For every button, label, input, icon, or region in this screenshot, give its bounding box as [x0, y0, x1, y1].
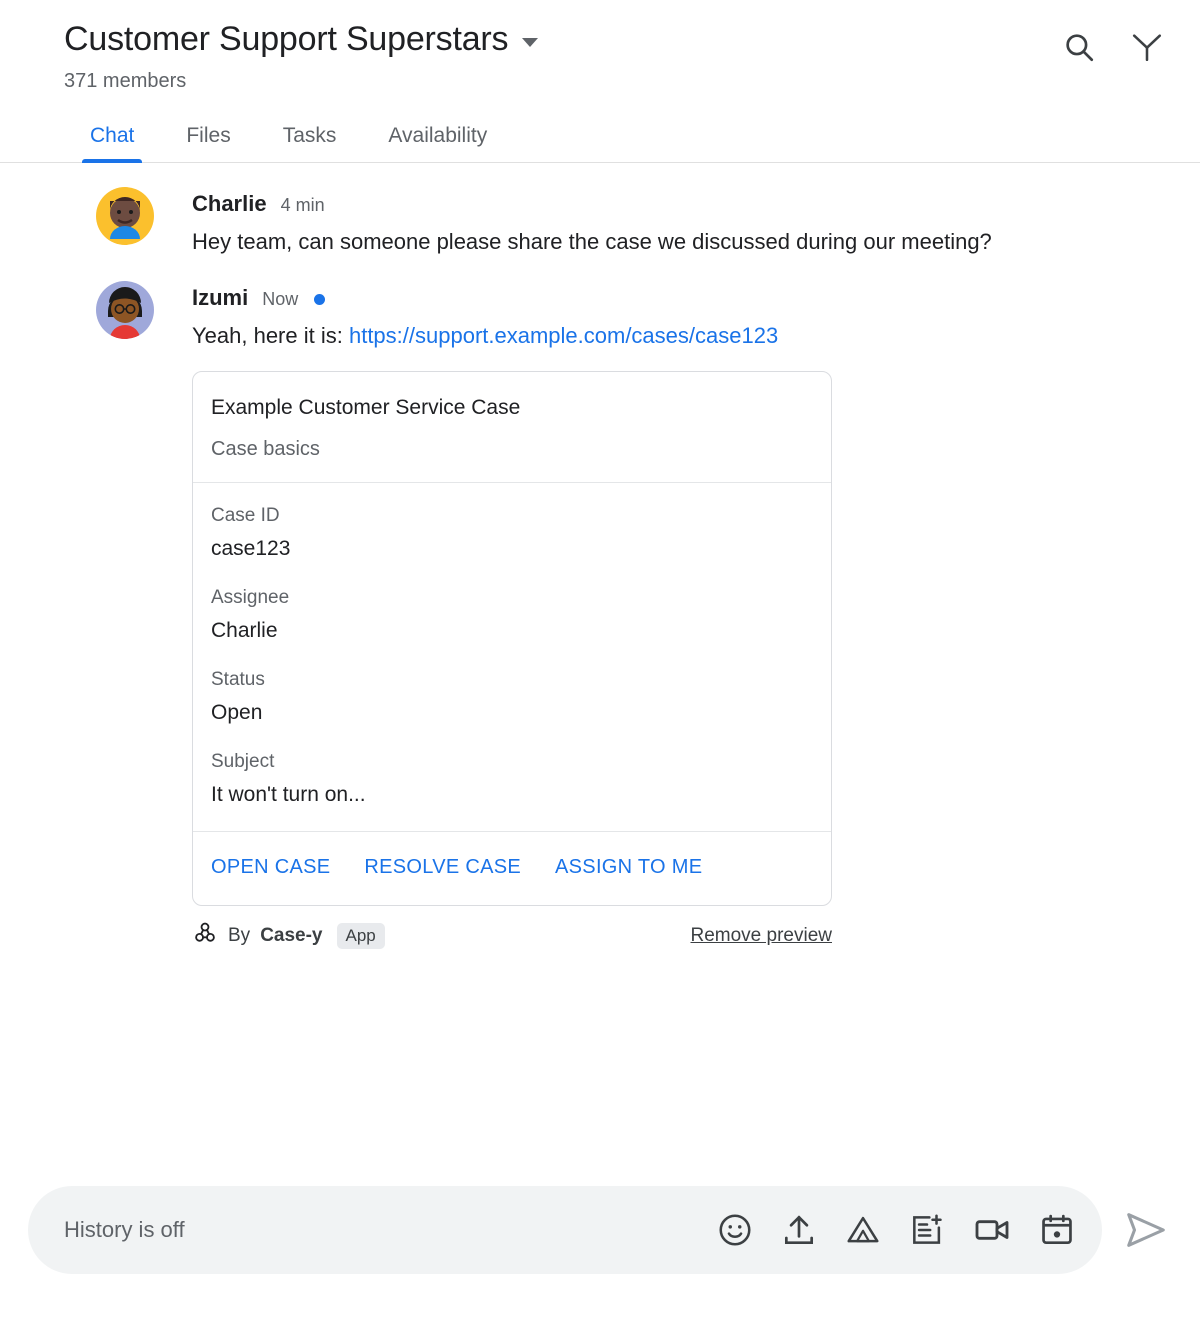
calendar-icon[interactable] [1038, 1211, 1076, 1249]
search-icon[interactable] [1062, 30, 1096, 64]
card-fields [193, 483, 831, 832]
message-text [192, 319, 832, 353]
message-item [0, 281, 1168, 952]
attribution-by-label: By [228, 925, 251, 946]
space-header [0, 0, 1200, 94]
message-timestamp: Now [262, 289, 299, 309]
avatar[interactable] [96, 281, 154, 339]
field-subject [211, 749, 813, 809]
tab-availability[interactable]: Availability [388, 124, 488, 147]
message-list [0, 163, 1200, 952]
page-title: Customer Support Superstars [64, 20, 509, 58]
member-count: 371 members [64, 70, 187, 92]
message-composer [0, 1186, 1200, 1274]
message-author: Izumi [192, 285, 249, 310]
card-actions [193, 832, 831, 905]
card-subtitle: Case basics [211, 438, 320, 460]
send-icon[interactable] [1120, 1204, 1172, 1256]
message-author: Charlie [192, 191, 267, 216]
field-assignee [211, 585, 813, 645]
avatar[interactable] [96, 187, 154, 245]
upload-icon[interactable] [780, 1211, 818, 1249]
message-meta [192, 191, 992, 217]
card-header [193, 372, 831, 483]
field-value: Charlie [211, 619, 278, 642]
tab-bar [0, 116, 1200, 163]
webhook-icon [192, 920, 218, 952]
chevron-down-icon[interactable] [522, 38, 538, 47]
tab-tasks[interactable]: Tasks [282, 124, 337, 147]
field-label: Assignee [211, 587, 290, 608]
card-title: Example Customer Service Case [211, 396, 521, 419]
field-case-id [211, 503, 813, 563]
app-badge: App [337, 923, 385, 949]
resolve-case-button[interactable]: RESOLVE CASE [364, 856, 522, 878]
field-status [211, 667, 813, 727]
message-timestamp: 4 min [280, 195, 325, 215]
field-label: Status [211, 669, 265, 690]
case-preview-card [192, 371, 832, 906]
space-title-row[interactable] [64, 18, 1168, 60]
message-body [192, 191, 992, 259]
video-meeting-icon[interactable] [972, 1210, 1012, 1250]
message-text: Hey team, can someone please share the case we discussed during our meeting? [192, 229, 992, 254]
emoji-icon[interactable] [716, 1211, 754, 1249]
message-input[interactable] [62, 1216, 716, 1244]
field-label: Subject [211, 751, 275, 772]
open-case-button[interactable]: OPEN CASE [211, 856, 331, 878]
card-attribution [192, 920, 832, 952]
field-label: Case ID [211, 505, 280, 526]
drive-icon[interactable] [844, 1211, 882, 1249]
attribution-app-name: Case-y [260, 925, 323, 946]
composer-icon-row [716, 1210, 1076, 1250]
field-value: It won't turn on... [211, 783, 366, 806]
message-item [0, 187, 1168, 259]
collapse-icon[interactable] [1130, 30, 1164, 64]
message-text-prefix: Yeah, here it is: [192, 323, 349, 348]
assign-to-me-button[interactable]: ASSIGN TO ME [555, 856, 703, 878]
attribution-left [192, 920, 385, 952]
field-value: Open [211, 701, 263, 724]
case-link[interactable]: https://support.example.com/cases/case123 [348, 323, 779, 348]
composer-box[interactable] [28, 1186, 1102, 1274]
tab-files[interactable]: Files [186, 124, 231, 147]
create-doc-icon[interactable] [908, 1211, 946, 1249]
header-actions [1062, 30, 1164, 64]
remove-preview-button[interactable]: Remove preview [690, 925, 832, 946]
field-value: case123 [211, 537, 291, 560]
unread-indicator-icon [314, 294, 325, 305]
message-meta [192, 285, 832, 311]
tab-chat[interactable]: Chat [64, 116, 160, 162]
message-body [192, 285, 832, 952]
